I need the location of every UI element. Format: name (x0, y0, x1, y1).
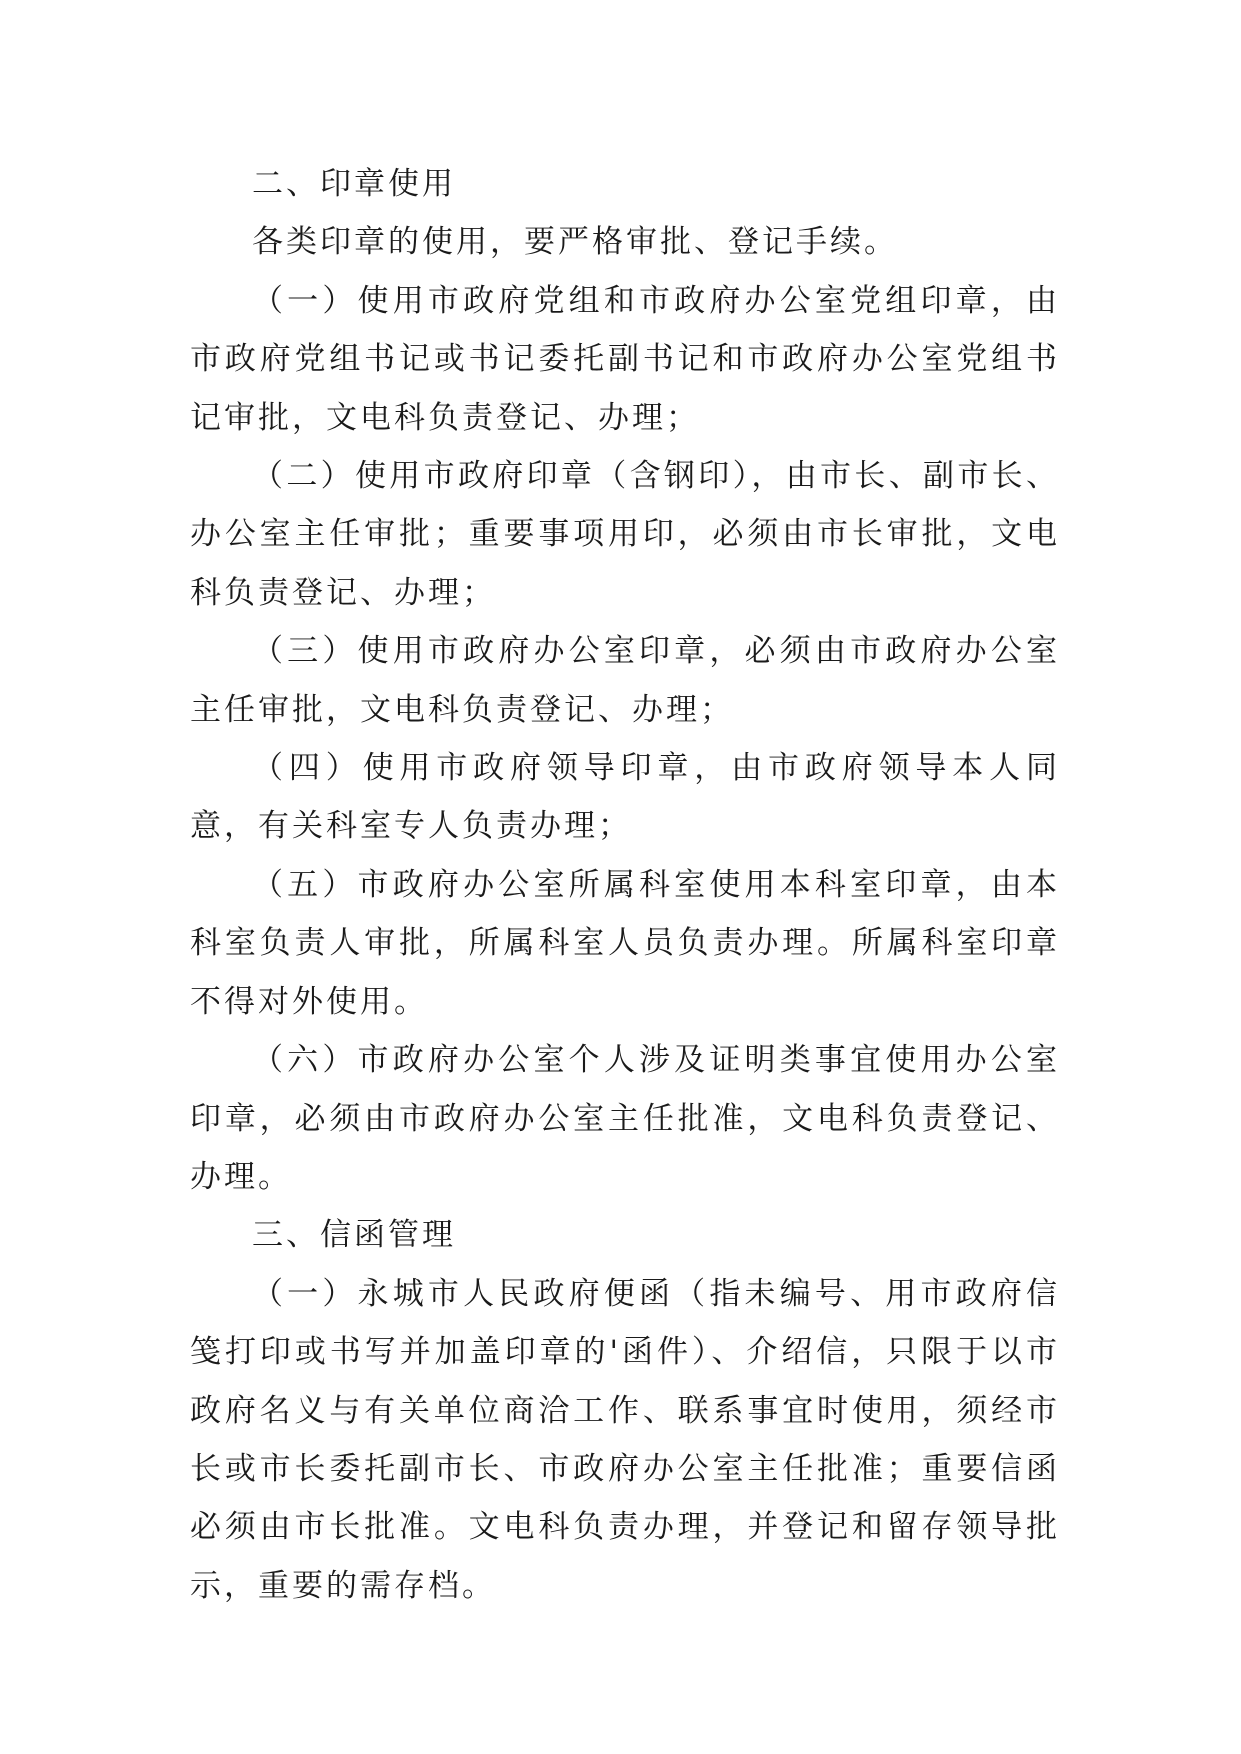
paragraph-item-3: （三）使用市政府办公室印章，必须由市政府办公室主任审批，文电科负责登记、办理； (190, 633, 1060, 728)
document-body (190, 155, 1060, 1615)
paragraph-item-6: （六）市政府办公室个人涉及证明类事宜使用办公室印章，必须由市政府办公室主任批准，文电科负责登记、办理。 (190, 1042, 1060, 1195)
section-heading-seal-use: 二、印章使用 (252, 166, 456, 202)
paragraph-item-5: （五）市政府办公室所属科室使用本科室印章，由本科室负责人审批，所属科室人员负责办理。所属科室印章不得对外使用。 (190, 866, 1060, 1020)
paragraph-item-4: （四）使用市政府领导印章，由市政府领导本人同意，有关科室专人负责办理； (190, 750, 1060, 845)
paragraph-letters-item-1: （一）永城市人民政府便函（指未编号、用市政府信笺打印或书写并加盖印章的'函件）、介绍信，只限于以市政府名义与有关单位商洽工作、联系事宜时使用，须经市长或市长委托副市长、市政府办公室主任批准；重要信函必须由市长批准。文电科负责办理，并登记和留存领导批示，重要的需存档。 (190, 1275, 1060, 1604)
section-heading-letters: 三、信函管理 (252, 1217, 456, 1254)
paragraph-seal-intro: 各类印章的使用，要严格审批、登记手续。 (252, 224, 898, 261)
paragraph-item-2: （二）使用市政府印章（含钢印），由市长、副市长、办公室主任审批；重要事项用印，必须由市长审批，文电科负责登记、办理； (190, 458, 1060, 611)
paragraph-item-1: （一）使用市政府党组和市政府办公室党组印章，由市政府党组书记或书记委托副书记和市政府办公室党组书记审批，文电科负责登记、办理； (190, 282, 1060, 436)
